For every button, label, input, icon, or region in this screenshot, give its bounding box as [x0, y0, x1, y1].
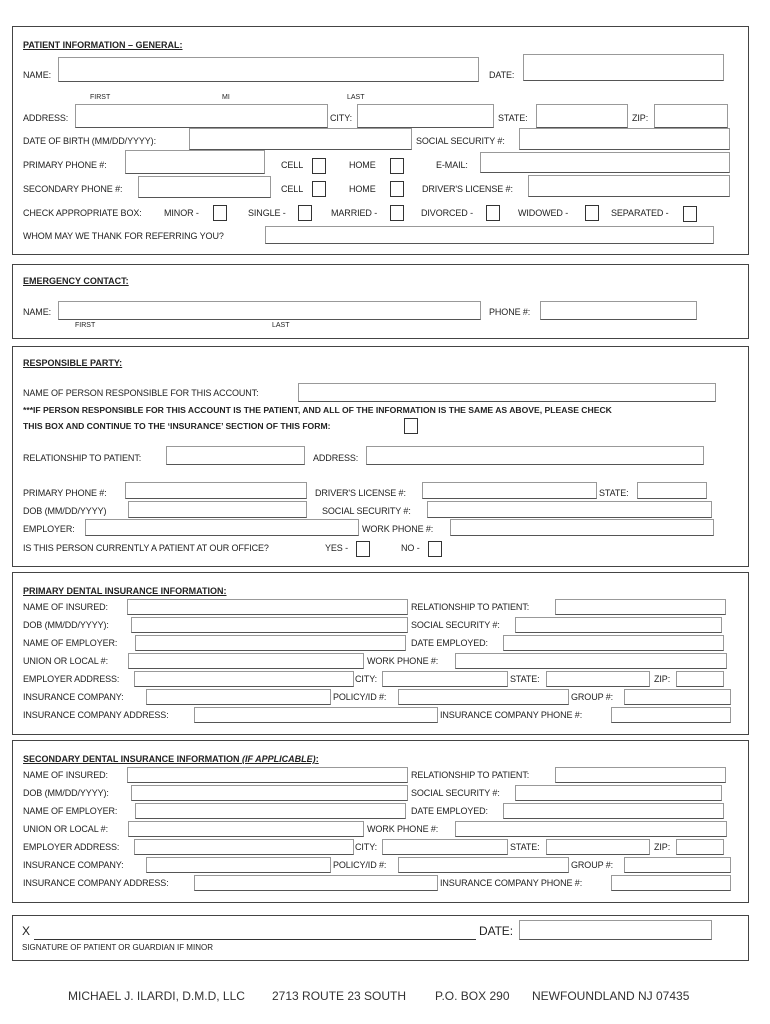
primary-ins-employer-field[interactable]	[135, 635, 406, 651]
label: WIDOWED -	[518, 208, 569, 218]
patient-ssn-field[interactable]	[519, 128, 730, 150]
label: LAST	[272, 322, 290, 329]
label: EMPLOYER:	[23, 524, 75, 534]
label: ADDRESS:	[313, 453, 359, 463]
patient-name-field[interactable]	[58, 57, 479, 82]
primary-ins-union-field[interactable]	[128, 653, 364, 669]
label: INSURANCE COMPANY ADDRESS:	[23, 710, 169, 720]
label: SEPARATED -	[611, 208, 669, 218]
label: LAST	[347, 94, 365, 101]
married-checkbox[interactable]	[390, 205, 404, 221]
label: UNION OR LOCAL #:	[23, 656, 108, 666]
label: STATE:	[510, 674, 540, 684]
secondary-ins-company-field[interactable]	[146, 857, 331, 873]
responsible-phone-field[interactable]	[125, 482, 307, 499]
label: CITY:	[355, 674, 378, 684]
label: WHOM MAY WE THANK FOR REFERRING YOU?	[23, 231, 224, 241]
footer-city: NEWFOUNDLAND NJ 07435	[532, 989, 690, 1003]
primary-ins-city-field[interactable]	[382, 671, 508, 687]
label: INSURANCE COMPANY:	[23, 860, 124, 870]
signature-caption: SIGNATURE OF PATIENT OR GUARDIAN IF MINOR	[22, 943, 213, 952]
responsible-address-field[interactable]	[366, 446, 704, 465]
label: SECONDARY PHONE #:	[23, 184, 123, 194]
label: CHECK APPROPRIATE BOX:	[23, 208, 142, 218]
section-title	[23, 753, 319, 765]
label: E-MAIL:	[436, 160, 468, 170]
label: DIVORCED -	[421, 208, 474, 218]
label: NAME OF EMPLOYER:	[23, 806, 118, 816]
label: ADDRESS:	[23, 113, 69, 123]
secondary-home-checkbox[interactable]	[390, 181, 404, 197]
minor-checkbox[interactable]	[213, 205, 227, 221]
primary-cell-checkbox[interactable]	[312, 158, 326, 174]
label: DATE OF BIRTH (MM/DD/YYYY):	[23, 136, 156, 146]
note: ***IF PERSON RESPONSIBLE FOR THIS ACCOUNT IS THE PATIENT, AND ALL OF THE INFORMATION IS THE SAME AS ABOVE, PLEASE CHECK	[23, 405, 612, 415]
label: DOB (MM/DD/YYYY)	[23, 506, 107, 516]
label: RELATIONSHIP TO PATIENT:	[411, 770, 530, 780]
patient-primary-phone-field[interactable]	[125, 150, 265, 174]
signature-line[interactable]	[34, 939, 476, 940]
responsible-ssn-field[interactable]	[427, 501, 712, 518]
section-title: EMERGENCY CONTACT:	[23, 276, 129, 286]
primary-ins-company-address-field[interactable]	[194, 707, 438, 723]
label: MI	[222, 94, 230, 101]
note: THIS BOX AND CONTINUE TO THE ‘INSURANCE’ SECTION OF THIS FORM:	[23, 421, 331, 431]
patient-state-field[interactable]	[536, 104, 628, 128]
referral-field[interactable]	[265, 226, 714, 244]
secondary-ins-employer-field[interactable]	[135, 803, 406, 819]
secondary-ins-dob-field[interactable]	[131, 785, 408, 801]
label: DATE:	[479, 924, 513, 938]
primary-ins-company-phone-field[interactable]	[611, 707, 731, 723]
section-title: PRIMARY DENTAL INSURANCE INFORMATION:	[23, 586, 227, 596]
primary-ins-relationship-field[interactable]	[555, 599, 726, 615]
same-as-patient-checkbox[interactable]	[404, 418, 418, 434]
label: EMPLOYER ADDRESS:	[23, 674, 120, 684]
label: INSURANCE COMPANY ADDRESS:	[23, 878, 169, 888]
patient-email-field[interactable]	[480, 152, 730, 173]
primary-ins-policy-field[interactable]	[398, 689, 569, 705]
patient-address-field[interactable]	[75, 104, 328, 128]
label: DRIVER'S LICENSE #:	[422, 184, 513, 194]
secondary-ins-relationship-field[interactable]	[555, 767, 726, 783]
label: MINOR -	[164, 208, 199, 218]
label: DOB (MM/DD/YYYY):	[23, 788, 109, 798]
label: ZIP:	[654, 674, 671, 684]
primary-ins-group-field[interactable]	[624, 689, 731, 705]
label: HOME	[349, 184, 376, 194]
label: STATE:	[599, 488, 629, 498]
label: NO -	[401, 543, 420, 553]
signature-x: X	[22, 924, 30, 938]
primary-ins-work-phone-field[interactable]	[455, 653, 727, 669]
patient-zip-field[interactable]	[654, 104, 728, 128]
label: NAME OF PERSON RESPONSIBLE FOR THIS ACCOUNT:	[23, 388, 259, 398]
footer-practice-name: MICHAEL J. ILARDI, D.M.D, LLC	[68, 989, 245, 1003]
label: POLICY/ID #:	[333, 692, 387, 702]
primary-ins-zip-field[interactable]	[676, 671, 724, 687]
label: PRIMARY PHONE #:	[23, 488, 107, 498]
secondary-ins-work-phone-field[interactable]	[455, 821, 727, 837]
label: PRIMARY PHONE #:	[23, 160, 107, 170]
label: NAME OF INSURED:	[23, 602, 108, 612]
responsible-work-phone-field[interactable]	[450, 519, 714, 536]
label: CITY:	[355, 842, 378, 852]
separated-checkbox[interactable]	[683, 206, 697, 222]
label: STATE:	[498, 113, 528, 123]
primary-ins-ssn-field[interactable]	[515, 617, 722, 633]
label: SOCIAL SECURITY #:	[411, 788, 500, 798]
patient-date-field[interactable]	[523, 54, 724, 81]
label: CELL	[281, 184, 304, 194]
secondary-ins-company-phone-field[interactable]	[611, 875, 731, 891]
title-text: SECONDARY DENTAL INSURANCE INFORMATION	[23, 754, 243, 764]
footer-po-box: P.O. BOX 290	[435, 989, 510, 1003]
secondary-ins-ssn-field[interactable]	[515, 785, 722, 801]
label: ZIP:	[632, 113, 649, 123]
label: DATE EMPLOYED:	[411, 806, 488, 816]
label: NAME:	[23, 307, 52, 317]
label: YES -	[325, 543, 349, 553]
responsible-state-field[interactable]	[637, 482, 707, 499]
responsible-employer-field[interactable]	[85, 519, 359, 536]
label: EMPLOYER ADDRESS:	[23, 842, 120, 852]
secondary-ins-company-address-field[interactable]	[194, 875, 438, 891]
patient-city-field[interactable]	[357, 104, 494, 128]
single-checkbox[interactable]	[298, 205, 312, 221]
label: MARRIED -	[331, 208, 378, 218]
label: DOB (MM/DD/YYYY):	[23, 620, 109, 630]
label: SOCIAL SECURITY #:	[322, 506, 411, 516]
title-qualifier: (IF APPLICABLE)	[242, 754, 316, 764]
widowed-checkbox[interactable]	[585, 205, 599, 221]
label: CELL	[281, 160, 304, 170]
secondary-ins-state-field[interactable]	[546, 839, 650, 855]
label: NAME OF EMPLOYER:	[23, 638, 118, 648]
divorced-checkbox[interactable]	[486, 205, 500, 221]
responsible-relationship-field[interactable]	[166, 446, 305, 465]
secondary-ins-city-field[interactable]	[382, 839, 508, 855]
primary-ins-insured-field[interactable]	[127, 599, 408, 615]
title-colon: :	[315, 754, 319, 764]
primary-ins-state-field[interactable]	[546, 671, 650, 687]
label: WORK PHONE #:	[367, 656, 439, 666]
secondary-ins-employer-address-field[interactable]	[134, 839, 354, 855]
label: STATE:	[510, 842, 540, 852]
label: INSURANCE COMPANY:	[23, 692, 124, 702]
secondary-ins-union-field[interactable]	[128, 821, 364, 837]
label: NAME:	[23, 70, 52, 80]
label: FIRST	[90, 94, 111, 101]
label: ZIP:	[654, 842, 671, 852]
primary-home-checkbox[interactable]	[390, 158, 404, 174]
label: CITY:	[330, 113, 353, 123]
responsible-dob-field[interactable]	[128, 501, 307, 518]
footer-street: 2713 ROUTE 23 SOUTH	[272, 989, 407, 1003]
label: HOME	[349, 160, 376, 170]
secondary-ins-policy-field[interactable]	[398, 857, 569, 873]
signature-date-field[interactable]	[519, 920, 712, 940]
label: FIRST	[75, 322, 96, 329]
label: UNION OR LOCAL #:	[23, 824, 108, 834]
secondary-ins-insured-field[interactable]	[127, 767, 408, 783]
secondary-ins-zip-field[interactable]	[676, 839, 724, 855]
label: GROUP #:	[571, 860, 614, 870]
label: RELATIONSHIP TO PATIENT:	[23, 453, 142, 463]
label: DATE:	[489, 70, 515, 80]
label: PHONE #:	[489, 307, 531, 317]
patient-dob-field[interactable]	[189, 128, 412, 150]
label: SINGLE -	[248, 208, 286, 218]
label: GROUP #:	[571, 692, 614, 702]
primary-ins-dob-field[interactable]	[131, 617, 408, 633]
label: DATE EMPLOYED:	[411, 638, 488, 648]
secondary-cell-checkbox[interactable]	[312, 181, 326, 197]
label: RELATIONSHIP TO PATIENT:	[411, 602, 530, 612]
responsible-license-field[interactable]	[422, 482, 597, 499]
label: WORK PHONE #:	[367, 824, 439, 834]
label: IS THIS PERSON CURRENTLY A PATIENT AT OUR OFFICE?	[23, 543, 269, 553]
primary-ins-date-employed-field[interactable]	[503, 635, 724, 651]
label: INSURANCE COMPANY PHONE #:	[440, 878, 583, 888]
section-title: RESPONSIBLE PARTY:	[23, 358, 123, 368]
responsible-name-field[interactable]	[298, 383, 716, 402]
emergency-name-field[interactable]	[58, 301, 481, 320]
label: POLICY/ID #:	[333, 860, 387, 870]
patient-license-field[interactable]	[528, 175, 730, 197]
label: WORK PHONE #:	[362, 524, 434, 534]
emergency-phone-field[interactable]	[540, 301, 697, 320]
label: SOCIAL SECURITY #:	[416, 136, 505, 146]
label: DRIVER'S LICENSE #:	[315, 488, 406, 498]
primary-ins-employer-address-field[interactable]	[134, 671, 354, 687]
secondary-ins-date-employed-field[interactable]	[503, 803, 724, 819]
patient-secondary-phone-field[interactable]	[138, 176, 271, 198]
current-patient-no-checkbox[interactable]	[428, 541, 442, 557]
section-title: PATIENT INFORMATION – GENERAL:	[23, 40, 183, 50]
label: NAME OF INSURED:	[23, 770, 108, 780]
primary-ins-company-field[interactable]	[146, 689, 331, 705]
label: INSURANCE COMPANY PHONE #:	[440, 710, 583, 720]
current-patient-yes-checkbox[interactable]	[356, 541, 370, 557]
label: SOCIAL SECURITY #:	[411, 620, 500, 630]
secondary-ins-group-field[interactable]	[624, 857, 731, 873]
